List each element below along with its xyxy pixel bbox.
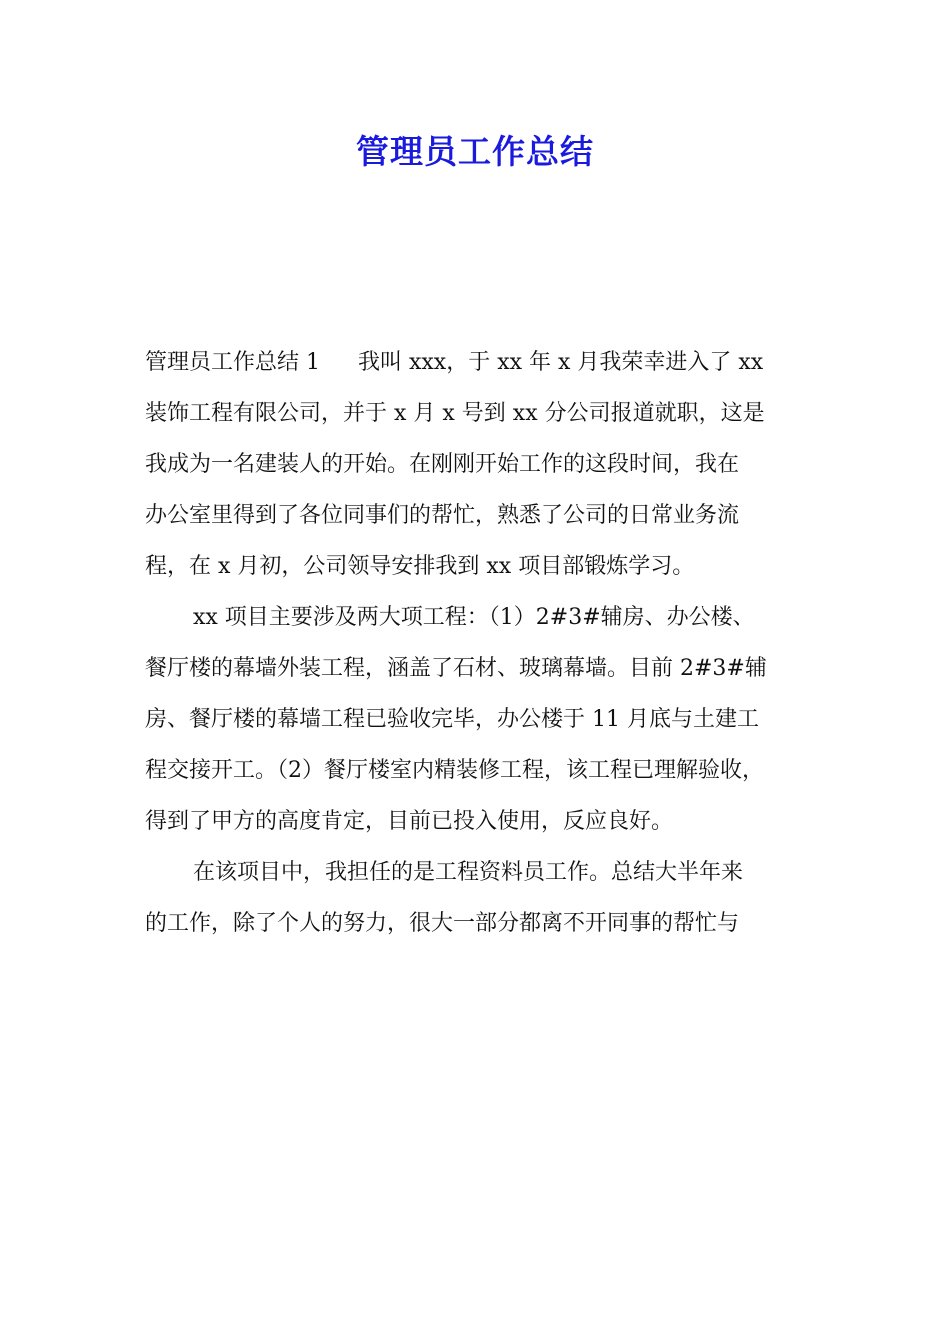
- text-line: [145, 337, 815, 388]
- text-line: xx 项目主要涉及两大项工程：（1）2#3#辅房、办公楼、: [193, 605, 755, 630]
- paragraph-1: [145, 337, 815, 592]
- text-line: 办公室里得到了各位同事们的帮忙，熟悉了公司的日常业务流: [145, 503, 740, 528]
- text-line: 的工作，除了个人的努力，很大一部分都离不开同事的帮忙与: [145, 911, 740, 936]
- text-line: 房、餐厅楼的幕墙工程已验收完毕，办公楼于 11 月底与土建工: [145, 707, 759, 732]
- text-line-content: 我叫 xxx，于 xx 年 x 月我荣幸进入了 xx: [358, 350, 764, 375]
- paragraph-3: [145, 847, 815, 949]
- text-line: 得到了甲方的高度肯定，目前已投入使用，反应良好。: [145, 809, 674, 834]
- text-line: 程交接开工。（2）餐厅楼室内精装修工程，该工程已理解验收，: [145, 758, 764, 783]
- text-line: 餐厅楼的幕墙外装工程，涵盖了石材、玻璃幕墙。目前 2#3#辅: [145, 656, 767, 681]
- document-body: [145, 337, 815, 949]
- text-line: 程，在 x 月初，公司领导安排我到 xx 项目部锻炼学习。: [145, 554, 695, 579]
- document-title: 管理员工作总结: [356, 132, 594, 171]
- paragraph-2: [145, 592, 815, 847]
- text-line: 装饰工程有限公司，并于 x 月 x 号到 xx 分公司报道就职，这是: [145, 401, 765, 426]
- section-heading: 管理员工作总结 1: [145, 350, 320, 375]
- text-line: 我成为一名建装人的开始。在刚刚开始工作的这段时间，我在: [145, 452, 740, 477]
- text-line: 在该项目中，我担任的是工程资料员工作。总结大半年来: [193, 860, 744, 885]
